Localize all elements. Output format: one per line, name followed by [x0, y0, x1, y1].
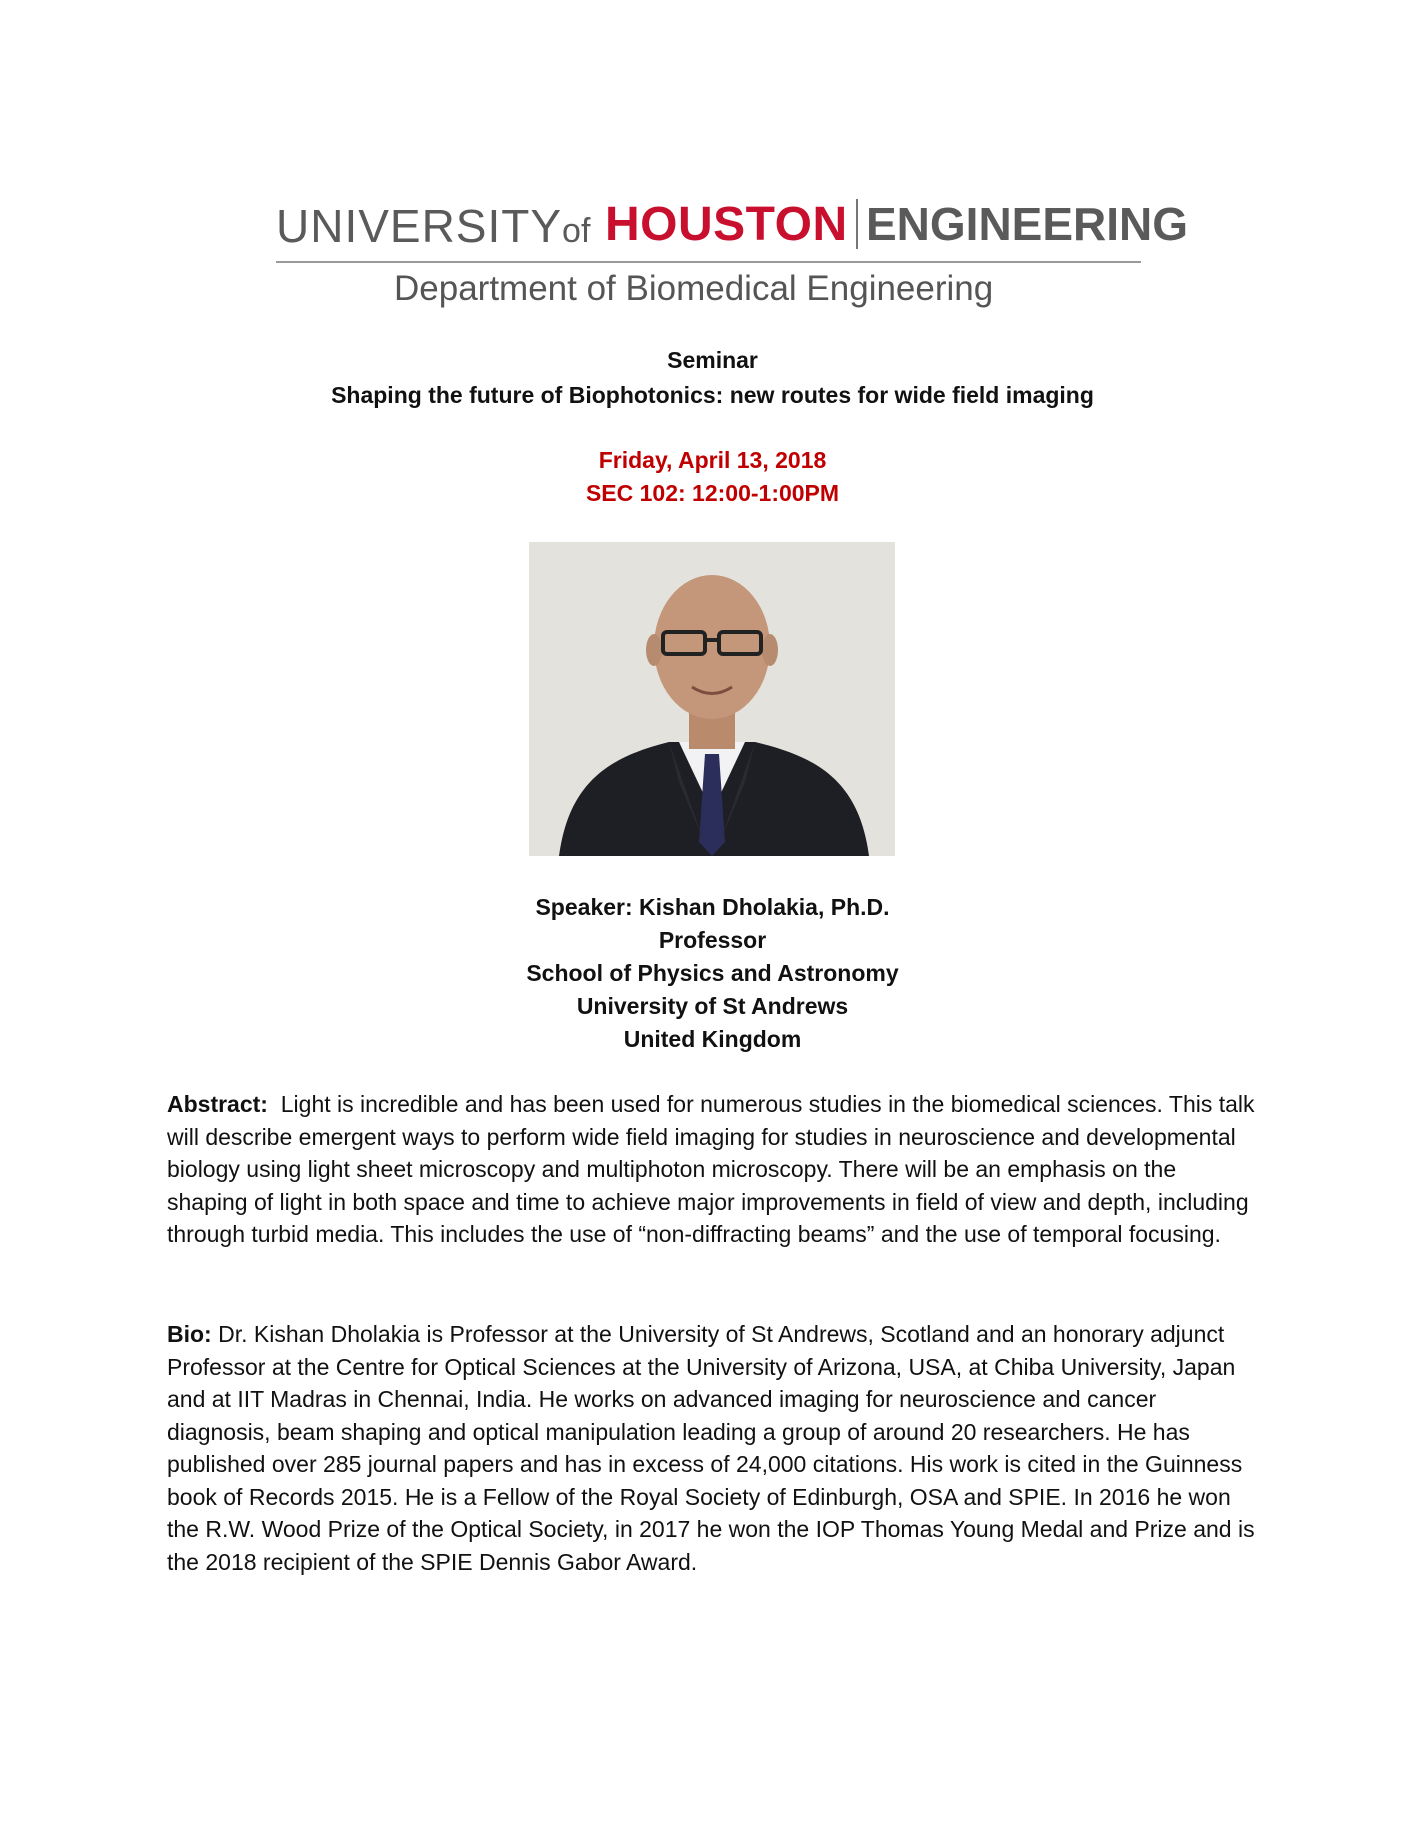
logo-engineering-text: ENGINEERING — [866, 198, 1189, 250]
speaker-school: School of Physics and Astronomy — [526, 960, 899, 986]
bio-paragraph — [167, 1318, 1257, 1578]
seminar-title: Shaping the future of Biophotonics: new routes for wide field imaging — [331, 382, 1094, 408]
abstract-paragraph — [167, 1088, 1257, 1251]
speaker-photo — [529, 542, 895, 856]
speaker-country: United Kingdom — [623, 1026, 802, 1052]
seminar-date: Friday, April 13, 2018 — [598, 447, 827, 473]
abstract-label: Abstract: — [167, 1091, 268, 1117]
department-name: Department of Biomedical Engineering — [394, 269, 994, 308]
logo-divider — [856, 199, 858, 249]
logo-rule — [276, 261, 1141, 263]
bio-label: Bio: — [167, 1321, 212, 1347]
abstract-text: Light is incredible and has been used for numerous studies in the biomedical sciences. This talk will describe emergent ways to perform wide field imaging for studies in neuroscience and developmental biology using light sheet microscopy and multiphoton microscopy. There will be an emphasis on the shaping of light in both space and time to achieve major improvements in field of view and depth, including through turbid media. This includes the use of “non-diffracting beams” and the use of temporal focusing. — [167, 1091, 1255, 1247]
seminar-label: Seminar — [667, 347, 758, 373]
speaker-info — [0, 891, 1425, 1056]
logo-university-text: UNIVERSITY — [276, 200, 563, 252]
logo-of-text: of — [562, 212, 591, 250]
speaker-title: Professor — [658, 927, 767, 953]
university-logo — [276, 198, 1189, 308]
logo-houston-text: HOUSTON — [605, 198, 848, 251]
speaker-university: University of St Andrews — [576, 993, 849, 1019]
seminar-location-time: SEC 102: 12:00-1:00PM — [585, 480, 840, 506]
logo-university — [276, 199, 590, 253]
speaker-name: Speaker: Kishan Dholakia, Ph.D. — [535, 894, 890, 920]
bio-text: Dr. Kishan Dholakia is Professor at the University of St Andrews, Scotland and an honorary adjunct Professor at the Centre for Optical Sciences at the University of Arizona, USA, at Chiba University, Japan and at IIT Madras in Chennai, India. He works on advanced imaging for neuroscience and cancer diagnosis, beam shaping and optical manipulation leading a group of around 20 researchers. He has published over 285 journal papers and has in excess of 24,000 citations. His work is cited in the Guinness book of Records 2015. He is a Fellow of the Royal Society of Edinburgh, OSA and SPIE. In 2016 he won the R.W. Wood Prize of the Optical Society, in 2017 he won the IOP Thomas Young Medal and Prize and is the 2018 recipient of the SPIE Dennis Gabor Award. — [167, 1321, 1255, 1575]
logo-wordmark — [276, 198, 1189, 255]
speaker-portrait-illustration — [529, 542, 895, 856]
